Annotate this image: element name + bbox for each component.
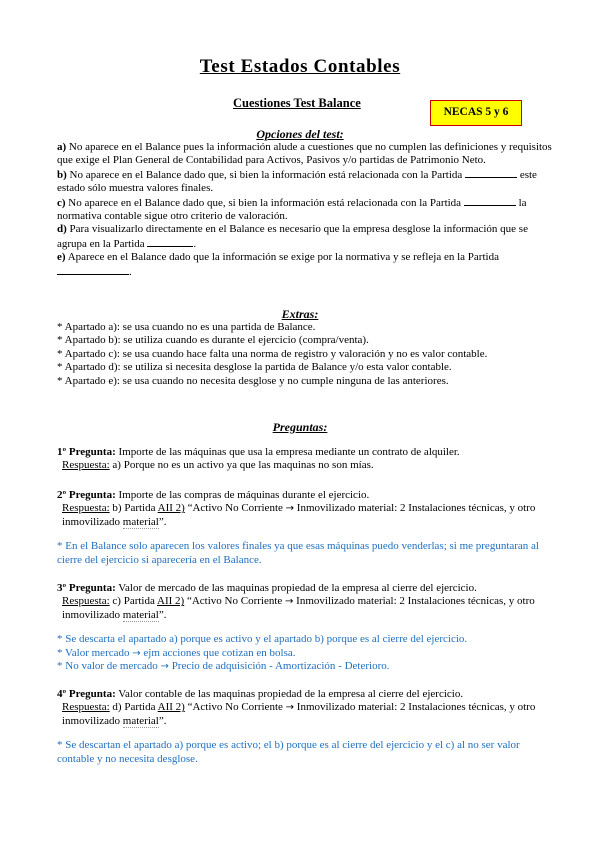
- extra-item: * Apartado c): se usa cuando hace falta una norma de registro y valoración y no es valor contable.: [57, 347, 488, 360]
- extra-item: * Apartado b): se utiliza cuando es durante el ejercicio (compra/venta).: [57, 334, 369, 347]
- question-3-note-1: * Se descarta el apartado a) porque es activo y el apartado b) porque es al cierre del ejercicio.: [57, 633, 468, 646]
- section-subtitle: Cuestiones Test Balance: [233, 96, 361, 110]
- option-a: a) No aparece en el Balance pues la información alude a cuestiones que no cumplen las definiciones y requisitos que exige el Plan General de Contabilidad para Activos, Pasivos y/o partidas de Patrimonio Neto.: [57, 141, 552, 167]
- blank-line: [147, 237, 193, 247]
- document-title: Test Estados Contables: [199, 56, 401, 77]
- extra-item: * Apartado d): se utiliza si necesita desglose la partida de Balance y/o esta valor contable.: [57, 361, 452, 374]
- arrow-right-icon: →: [160, 661, 169, 673]
- question-3-note-2: * Valor mercado → ejm acciones que cotizan en bolsa.: [57, 646, 296, 659]
- extras-heading: Extras:: [281, 307, 319, 321]
- blank-line: [57, 265, 129, 275]
- question-3: 3º Pregunta: Valor de mercado de las maquinas propiedad de la empresa al cierre del ejercicio. Respuesta: c) Partida AII 2) “Activo No Corriente → Inmovilizado material: 2 Instalaciones técnicas, y otro inmovilizado material”. * Se descarta el apartado a) porque es activo y el apartado b) porque es al cierre del ejercicio. * Valor mercado → ejm acciones que cotizan en bolsa. * No valor de mercado → Precio de adquisición - Amortización - Deterioro.: [57, 582, 557, 673]
- question-4: 4º Pregunta: Valor contable de las maquinas propiedad de la empresa al cierre del ejercicio. Respuesta: d) Partida AII 2) “Activo No Corriente → Inmovilizado material: 2 Instalaciones técnicas, y otro inmovilizado material”. * Se descartan el apartado a) porque es activo; el b) porque es al cierre del ejercicio y el c) al no ser valor contable y no necesita desglose.: [57, 688, 557, 766]
- question-4-note: * Se descartan el apartado a) porque es activo; el b) porque es al cierre del ejercicio y el c) al no ser valor contable y no necesita desglose.: [57, 739, 520, 765]
- question-2: 2º Pregunta: Importe de las compras de máquinas durante el ejercicio. Respuesta: b) Partida AII 2) “Activo No Corriente → Inmovilizado material: 2 Instalaciones técnicas, y otro inmovilizado material”. * En el Balance solo aparecen los valores finales ya que esas máquinas puedo venderlas; si me preguntaran al cierre del ejercicio si aparecería en el Balance.: [57, 489, 557, 567]
- arrow-right-icon: →: [132, 647, 141, 659]
- arrow-right-icon: →: [285, 503, 295, 515]
- option-d: d) Para visualizarlo directamente en el Balance es necesario que la empresa desglose la información que se agrupa en la Partida .: [57, 223, 528, 250]
- question-2-note: * En el Balance solo aparecen los valores finales ya que esas máquinas puedo venderlas; si me preguntaran al cierre del ejercicio si aparecería en el Balance.: [57, 540, 539, 566]
- arrow-right-icon: →: [285, 596, 294, 608]
- necas-badge: NECAS 5 y 6: [430, 100, 522, 126]
- extra-item: * Apartado a): se usa cuando no es una partida de Balance.: [57, 321, 316, 333]
- blank-line: [464, 196, 516, 206]
- arrow-right-icon: →: [285, 702, 295, 714]
- questions-heading: Preguntas:: [272, 420, 328, 434]
- option-c: c) No aparece en el Balance dado que, si bien la información está relacionada con la Partida la normativa contable sigue otro criterio de valoración.: [57, 196, 527, 223]
- question-3-note-3: * No valor de mercado → Precio de adquisición - Amortización - Deterioro.: [57, 660, 390, 673]
- option-b: b) No aparece en el Balance dado que, si bien la información está relacionada con la Partida este estado sólo muestra valores finales.: [57, 168, 537, 195]
- option-e: e) Aparece en el Balance dado que la información se exige por la normativa y se refleja en la Partida .: [57, 251, 499, 278]
- options-block: [57, 141, 557, 279]
- extra-item: * Apartado e): se usa cuando no necesita desglose y no cumple ninguna de las anteriores.: [57, 374, 449, 387]
- question-1: 1º Pregunta: Importe de las máquinas que usa la empresa mediante un contrato de alquiler. Respuesta: a) Porque no es un activo ya que las maquinas no son mías.: [57, 446, 460, 472]
- options-heading: Opciones del test:: [256, 127, 344, 141]
- extras-block: [57, 321, 557, 388]
- blank-line: [465, 168, 517, 178]
